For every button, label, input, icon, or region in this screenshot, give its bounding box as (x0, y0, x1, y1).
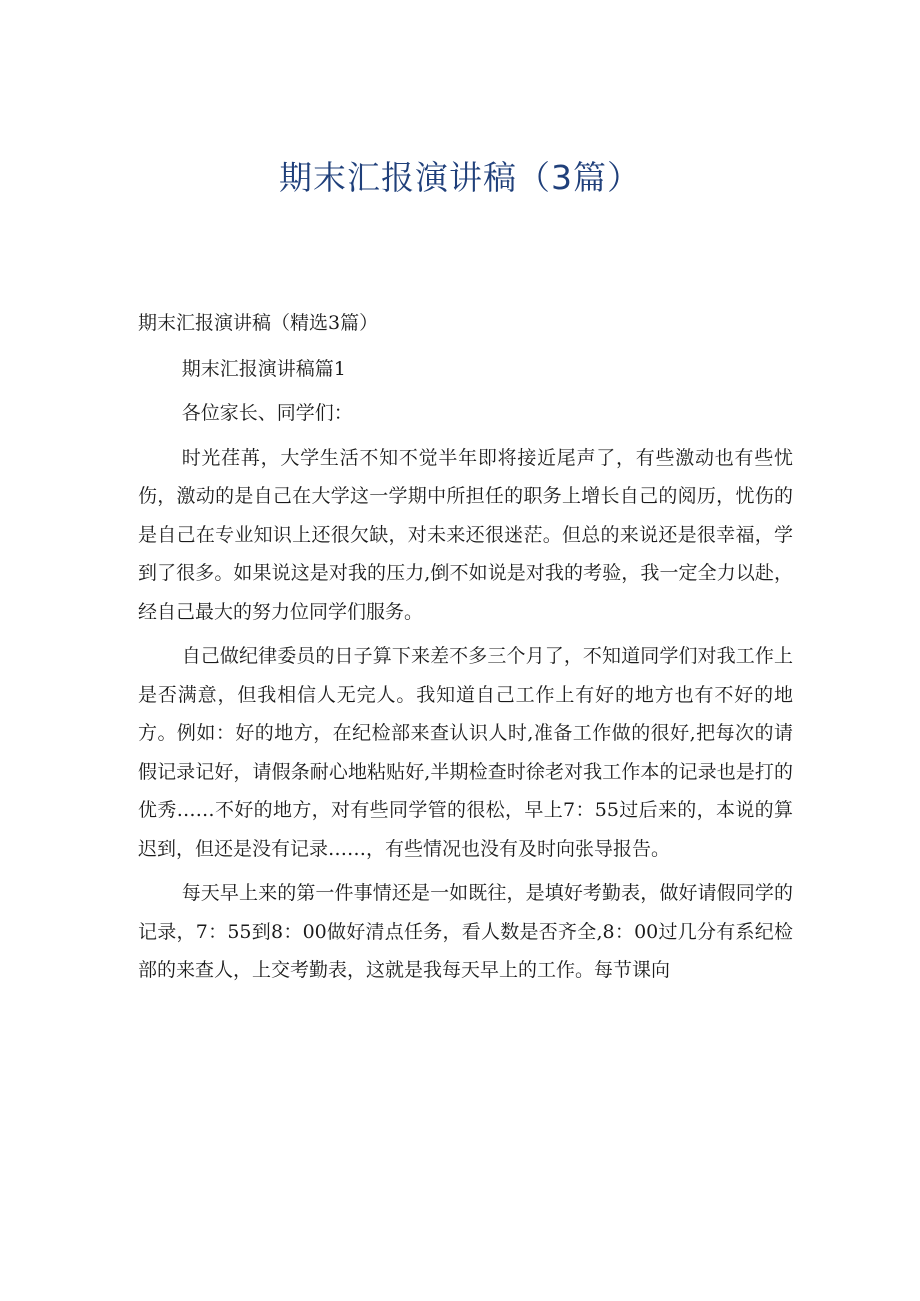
greeting: 各位家长、同学们： (181, 402, 353, 424)
document-body (138, 304, 793, 990)
section-heading: 期末汇报演讲稿篇1 (181, 357, 346, 380)
document-title: 期末汇报演讲稿（3篇） (279, 158, 641, 197)
document-subtitle: 期末汇报演讲稿（精选3篇） (138, 312, 379, 334)
paragraph-2: 自己做纪律委员的日子算下来差不多三个月了，不知道同学们对我工作上是否满意，但我相信人无完人。我知道自己工作上有好的地方也有不好的地方。例如：好的地方，在纪检部来查认识人时,准备工作做的很好,把每次的请假记录记好，请假条耐心地粘贴好,半期检查时徐老对我工作本的记录也是打的优秀……不好的地方，对有些同学管的很松，早上7：55过后来的，本说的算迟到，但还是没有记录……，有些情况也没有及时向张导报告。 (138, 645, 793, 860)
paragraph-3: 每天早上来的第一件事情还是一如既往，是填好考勤表，做好请假同学的记录，7：55到8：00做好清点任务，看人数是否齐全,8：00过几分有系纪检部的来查人，上交考勤表，这就是我每天早上的工作。每节课向 (138, 882, 793, 981)
paragraph-1: 时光荏苒，大学生活不知不觉半年即将接近尾声了，有些激动也有些忧伤，激动的是自己在大学这一学期中所担任的职务上增长自己的阅历，忧伤的是自己在专业知识上还很欠缺，对未来还很迷茫。但总的来说还是很幸福，学到了很多。如果说这是对我的压力,倒不如说是对我的考验，我一定全力以赴，经自己最大的努力位同学们服务。 (138, 446, 793, 623)
